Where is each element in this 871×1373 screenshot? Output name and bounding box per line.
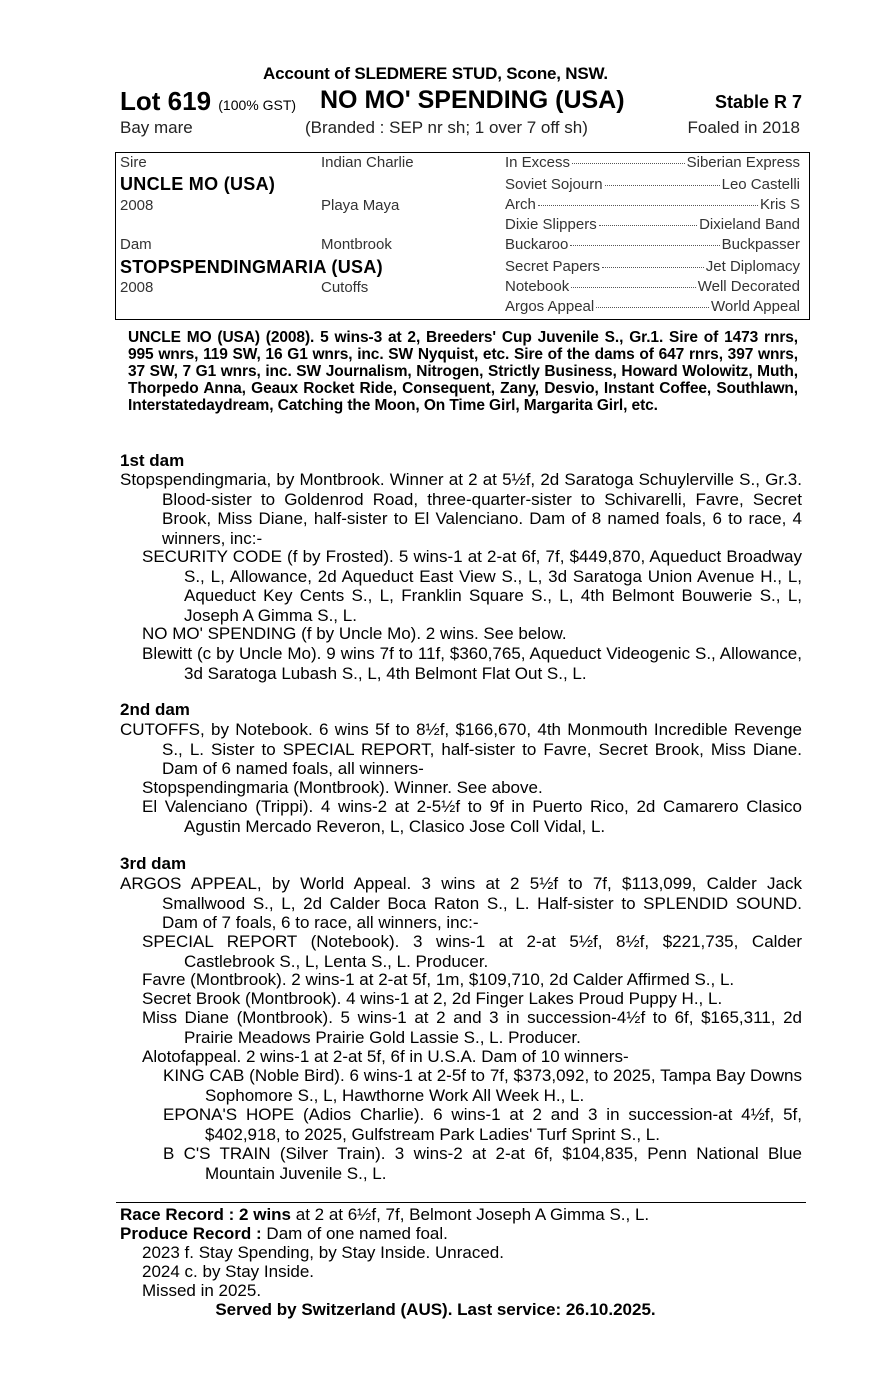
third-dam-para: ARGOS APPEAL, by World Appeal. 3 wins at 2 5½f to 7f, $113,099, Calder Jack Smallwood S., L, 2d Calder Boca Raton S., L. Half-sister to SPLENDID SOUND. Dam of 7 foals, 6 to race, all winners, inc:- [120, 874, 802, 932]
gen3-row [505, 236, 800, 253]
gen3-row [505, 176, 800, 193]
fourth-gen-produce: KING CAB (Noble Bird). 6 wins-1 at 2-5f to 7f, $373,092, to 2025, Tampa Bay Downs Sophomore S., L, Hawthorne Work All Week H., L. [163, 1066, 802, 1105]
gen3-sire: Soviet Sojourn [505, 176, 603, 193]
produce-record-label: Produce Record : [120, 1224, 262, 1243]
gen3-sire-sire: Buckpasser [721, 236, 800, 253]
race-record-text: at 2 at 6½f, 7f, Belmont Joseph A Gimma S., L. [291, 1205, 650, 1224]
dam-name: STOPSPENDINGMARIA (USA) [120, 257, 383, 277]
fourth-gen-produce: EPONA'S HOPE (Adios Charlie). 6 wins-1 at 2 and 3 in succession-at 4½f, 5f, $402,918, to 2025, Gulfstream Park Ladies' Turf Sprint S., L. [163, 1105, 802, 1144]
gen3-sire-sire: World Appeal [711, 298, 800, 315]
produce-record-text: Dam of one named foal. [261, 1224, 448, 1243]
dam-sire: Montbrook [321, 236, 392, 253]
second-dam-produce: Stopspendingmaria (Montbrook). Winner. See above. [142, 778, 543, 797]
gen3-sire-sire: Siberian Express [686, 154, 800, 171]
first-dam-produce: Blewitt (c by Uncle Mo). 9 wins 7f to 11f, $360,765, Aqueduct Videogenic S., Allowance, 3d Saratoga Lubash S., L, 4th Belmont Flat Out S., L. [142, 644, 802, 683]
gen3-sire: In Excess [505, 154, 571, 171]
first-dam-heading: 1st dam [120, 451, 185, 470]
gen3-row [505, 298, 800, 315]
dam-year: 2008 [120, 279, 154, 296]
second-dam-heading: 2nd dam [120, 700, 190, 719]
third-dam-produce: Favre (Montbrook). 2 wins-1 at 2-at 5f, 1m, $109,710, 2d Calder Affirmed S., L. [142, 970, 735, 989]
gen3-sire-sire: Kris S [759, 196, 800, 213]
dam-dam: Cutoffs [321, 279, 369, 296]
gst-label: (100% GST) [218, 97, 297, 113]
dam-label: Dam [120, 236, 152, 253]
fourth-gen-produce: B C'S TRAIN (Silver Train). 3 wins-2 at 2-at 6f, $104,835, Penn National Blue Mountain Juvenile S., L. [163, 1144, 802, 1183]
produce-record [120, 1224, 800, 1244]
sire-year: 2008 [120, 197, 154, 214]
third-dam-produce: Miss Diane (Montbrook). 5 wins-1 at 2 and 3 in succession-4½f to 6f, $165,311, 2d Prairie Meadows Prairie Gold Lassie S., L. Producer. [142, 1008, 802, 1047]
gen3-sire: Dixie Slippers [505, 216, 597, 233]
sire-dam: Playa Maya [321, 197, 400, 214]
second-dam-produce: El Valenciano (Trippi). 4 wins-2 at 2-5½f to 9f in Puerto Rico, 2d Camarero Clasico Agustin Mercado Reveron, L, Clasico Jose Coll Vidal, L. [142, 797, 802, 836]
color-sex: Bay mare [120, 118, 193, 137]
second-dam-para: CUTOFFS, by Notebook. 6 wins 5f to 8½f, $166,670, 4th Monmouth Incredible Revenge S., L. Sister to SPECIAL REPORT, half-sister to Favre, Secret Brook, Miss Diane. Dam of 6 named foals, all winners- [120, 720, 802, 778]
sire-sire: Indian Charlie [321, 154, 414, 171]
horse-name: NO MO' SPENDING (USA) [320, 86, 625, 114]
gen3-sire-sire: Leo Castelli [721, 176, 800, 193]
gen3-sire-sire: Dixieland Band [699, 216, 800, 233]
lot-title-row [120, 86, 802, 118]
gen3-row [505, 154, 800, 171]
first-dam-para: Stopspendingmaria, by Montbrook. Winner at 2 at 5½f, 2d Saratoga Schuylerville S., Gr.3. Blood-sister to Goldenrod Road, three-quarter-sister to Schivarelli, Favre, Secret Brook, Miss Diane, half-sister to El Valenciano. Dam of 8 named foals, 6 to race, 4 winners, inc:- [120, 470, 802, 548]
first-dam-produce: NO MO' SPENDING (f by Uncle Mo). 2 wins. See below. [142, 624, 567, 643]
produce-line: 2023 f. Stay Spending, by Stay Inside. Unraced. [142, 1243, 504, 1262]
brand-info: (Branded : SEP nr sh; 1 over 7 off sh) [305, 118, 588, 137]
gen3-sire: Argos Appeal [505, 298, 595, 315]
first-dam-produce: SECURITY CODE (f by Frosted). 5 wins-1 at 2-at 6f, 7f, $449,870, Aqueduct Broadway S., L, Allowance, 2d Aqueduct East View S., L, 3d Saratoga Union Avenue H., L, Aqueduct Key Cents S., L, Franklin Square S., L, 4th Belmont Bouwerie S., L, Joseph A Gimma S., L. [142, 547, 802, 625]
third-dam-produce: SPECIAL REPORT (Notebook). 3 wins-1 at 2-at 5½f, 8½f, $221,735, Calder Castlebrook S., L, Lenta S., L. Producer. [142, 932, 802, 971]
gen3-sire: Secret Papers [505, 258, 601, 275]
sire-name: UNCLE MO (USA) [120, 174, 276, 194]
lot-label: Lot 619 [120, 86, 212, 116]
race-record-label: Race Record : 2 wins [120, 1205, 292, 1224]
produce-line: Missed in 2025. [142, 1281, 262, 1300]
stable-label: Stable R 7 [714, 92, 802, 112]
produce-line: 2024 c. by Stay Inside. [142, 1262, 314, 1281]
gen3-sire: Buckaroo [505, 236, 569, 253]
gen3-row [505, 278, 800, 295]
service-footer: Served by Switzerland (AUS). Last service: 26.10.2025. [215, 1300, 656, 1319]
gen3-row [505, 258, 800, 275]
third-dam-produce: Secret Brook (Montbrook). 4 wins-1 at 2, 2d Finger Lakes Proud Puppy H., L. [142, 989, 723, 1008]
lot-number [120, 86, 296, 117]
gen3-sire-sire: Well Decorated [697, 278, 800, 295]
gen3-sire: Notebook [505, 278, 570, 295]
foaled-year: Foaled in 2018 [687, 118, 800, 137]
gen3-row [505, 216, 800, 233]
race-record [120, 1205, 800, 1225]
third-dam-produce: Alotofappeal. 2 wins-1 at 2-at 5f, 6f in U.S.A. Dam of 10 winners- [142, 1047, 629, 1066]
gen3-row [505, 196, 800, 213]
sire-label: Sire [120, 154, 147, 171]
sire-summary: UNCLE MO (USA) (2008). 5 wins-3 at 2, Breeders' Cup Juvenile S., Gr.1. Sire of 1473 rnrs, 995 wnrs, 119 SW, 16 G1 wnrs, inc. SW Nyquist, etc. Sire of the dams of 647 rnrs, 397 wnrs, 37 SW, 7 G1 wnrs, inc. SW Journalism, Nitrogen, Strictly Business, Howard Wolowitz, Muth, Thorpedo Anna, Geaux Rocket Ride, Consequent, Zany, Desvio, Instant Coffee, Southlawn, Interstatedaydream, Catching the Moon, On Time Girl, Margarita Girl, etc. [128, 329, 798, 414]
gen3-sire-sire: Jet Diplomacy [705, 258, 800, 275]
divider [116, 1202, 806, 1203]
third-dam-heading: 3rd dam [120, 854, 187, 873]
gen3-sire: Arch [505, 196, 536, 213]
account-line: Account of SLEDMERE STUD, Scone, NSW. [263, 64, 608, 83]
